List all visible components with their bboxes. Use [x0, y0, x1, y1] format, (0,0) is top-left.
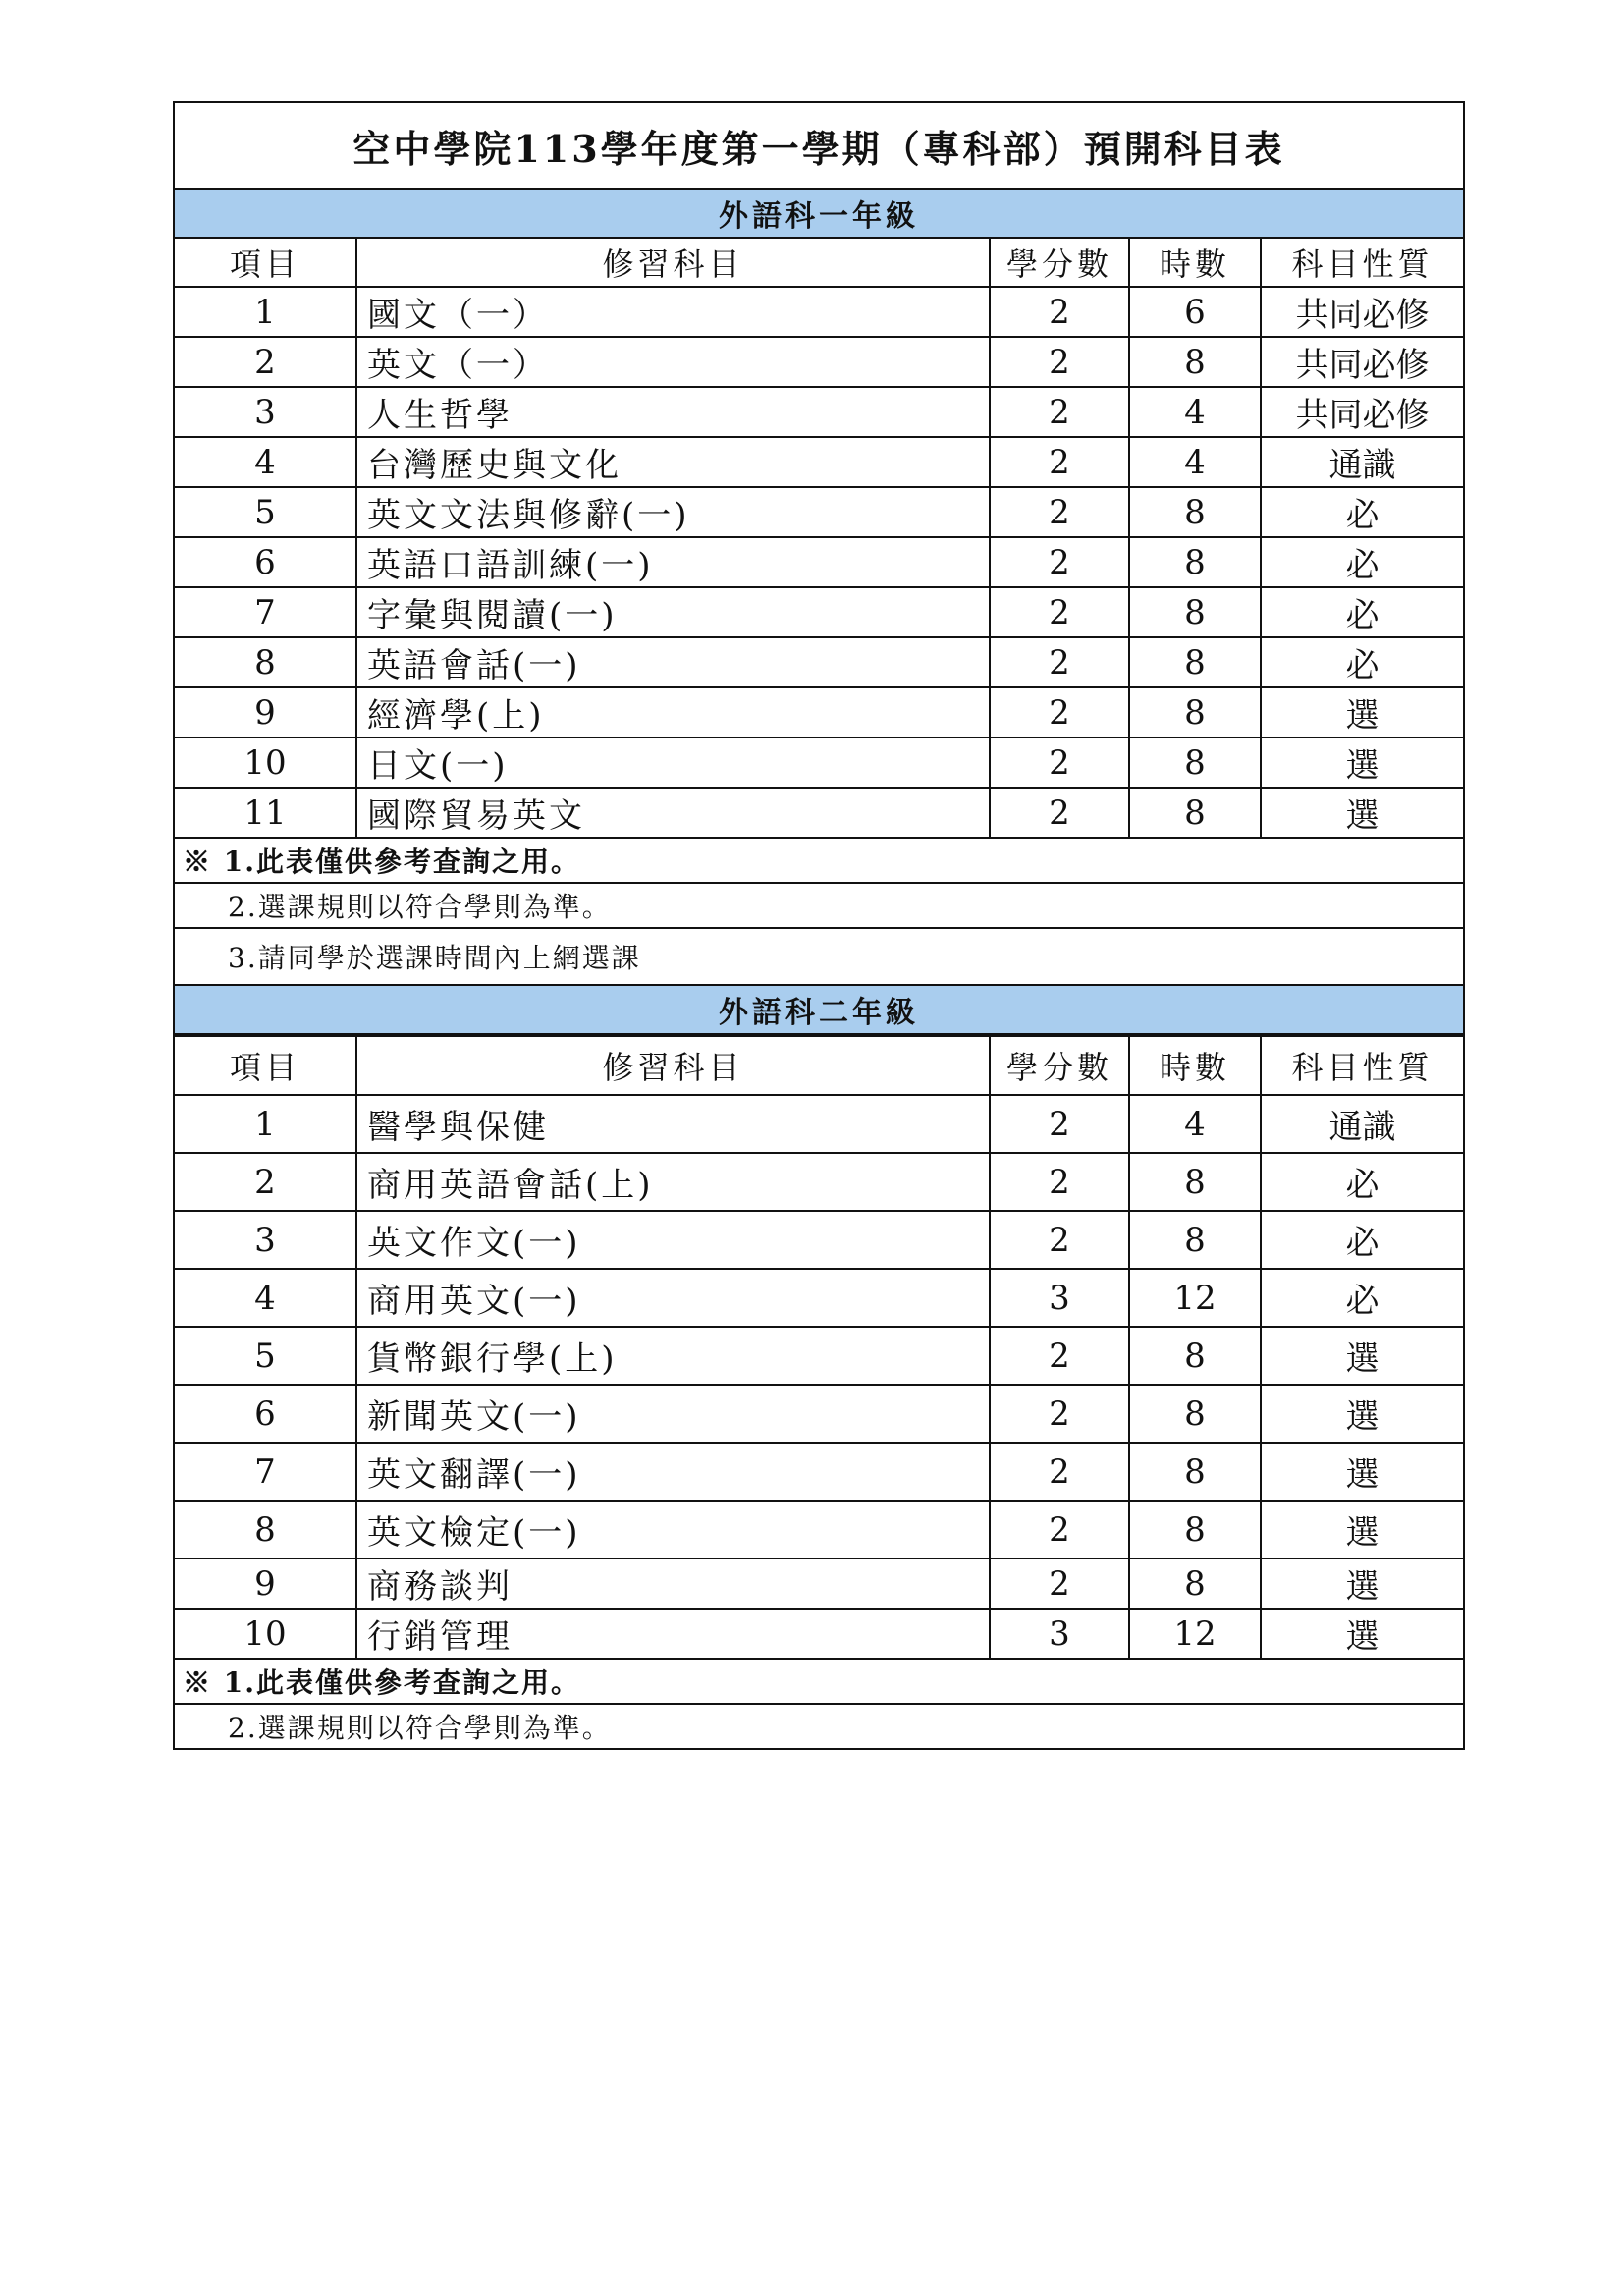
credits-value: 2: [990, 337, 1129, 387]
table-row: [174, 1609, 1464, 1659]
year1-table: [173, 101, 1465, 1035]
credits-value: 2: [990, 1385, 1129, 1443]
item-number: 9: [174, 1558, 356, 1609]
header-hours: 時數: [1129, 1036, 1261, 1095]
subject-name: 經濟學(上): [356, 687, 990, 738]
subject-type: 必: [1261, 1269, 1464, 1327]
hours-value: 4: [1129, 1095, 1261, 1153]
hours-value: 6: [1129, 287, 1261, 337]
subject-name: 英文文法與修辭(一): [356, 487, 990, 537]
credits-value: 2: [990, 1153, 1129, 1211]
subject-name: 英文檢定(一): [356, 1501, 990, 1558]
header-subject: 修習科目: [356, 238, 990, 287]
item-number: 10: [174, 738, 356, 788]
item-number: 1: [174, 287, 356, 337]
item-number: 7: [174, 587, 356, 637]
hours-value: 8: [1129, 1501, 1261, 1558]
table-row: [174, 437, 1464, 487]
item-number: 3: [174, 387, 356, 437]
subject-name: 台灣歷史與文化: [356, 437, 990, 487]
hours-value: 4: [1129, 387, 1261, 437]
table-row: [174, 487, 1464, 537]
credits-value: 2: [990, 1558, 1129, 1609]
hours-value: 8: [1129, 738, 1261, 788]
table-row: [174, 387, 1464, 437]
section-heading: 外語科二年級: [174, 985, 1464, 1034]
subject-type: 選: [1261, 1327, 1464, 1385]
credits-value: 2: [990, 487, 1129, 537]
subject-name: 英文作文(一): [356, 1211, 990, 1269]
subject-type: 必: [1261, 537, 1464, 587]
subject-type: 通識: [1261, 437, 1464, 487]
note: ※ 1.此表僅供參考查詢之用。: [174, 838, 1464, 883]
credits-value: 2: [990, 537, 1129, 587]
subject-name: 英文翻譯(一): [356, 1443, 990, 1501]
note: 2.選課規則以符合學則為準。: [174, 883, 1464, 928]
subject-name: 貨幣銀行學(上): [356, 1327, 990, 1385]
subject-type: 必: [1261, 1153, 1464, 1211]
subject-type: 選: [1261, 1558, 1464, 1609]
header-type: 科目性質: [1261, 1036, 1464, 1095]
header-subject: 修習科目: [356, 1036, 990, 1095]
hours-value: 8: [1129, 687, 1261, 738]
page-title: 空中學院113學年度第一學期（專科部）預開科目表: [174, 102, 1464, 189]
item-number: 2: [174, 1153, 356, 1211]
item-number: 1: [174, 1095, 356, 1153]
subject-name: 英語會話(一): [356, 637, 990, 687]
table-row: [174, 1501, 1464, 1558]
credits-value: 2: [990, 387, 1129, 437]
subject-type: 選: [1261, 1609, 1464, 1659]
table-row: [174, 687, 1464, 738]
subject-type: 通識: [1261, 1095, 1464, 1153]
note: 2.選課規則以符合學則為準。: [174, 1704, 1464, 1749]
subject-name: 商務談判: [356, 1558, 990, 1609]
header-hours: 時數: [1129, 238, 1261, 287]
hours-value: 8: [1129, 1443, 1261, 1501]
item-number: 10: [174, 1609, 356, 1659]
credits-value: 2: [990, 587, 1129, 637]
credits-value: 3: [990, 1269, 1129, 1327]
subject-name: 國文（一）: [356, 287, 990, 337]
item-number: 9: [174, 687, 356, 738]
subject-type: 選: [1261, 687, 1464, 738]
subject-type: 選: [1261, 1385, 1464, 1443]
table-row: [174, 738, 1464, 788]
hours-value: 8: [1129, 1327, 1261, 1385]
credits-value: 2: [990, 1327, 1129, 1385]
subject-type: 選: [1261, 788, 1464, 838]
year2-table: [173, 1035, 1465, 1750]
credits-value: 2: [990, 1211, 1129, 1269]
subject-type: 共同必修: [1261, 287, 1464, 337]
credits-value: 2: [990, 287, 1129, 337]
table-row: [174, 1095, 1464, 1153]
item-number: 4: [174, 437, 356, 487]
table-row: [174, 287, 1464, 337]
item-number: 3: [174, 1211, 356, 1269]
credits-value: 3: [990, 1609, 1129, 1659]
note: ※ 1.此表僅供參考查詢之用。: [174, 1659, 1464, 1704]
subject-type: 共同必修: [1261, 337, 1464, 387]
section-heading: 外語科一年級: [174, 189, 1464, 238]
credits-value: 2: [990, 738, 1129, 788]
item-number: 6: [174, 1385, 356, 1443]
subject-name: 行銷管理: [356, 1609, 990, 1659]
subject-type: 選: [1261, 1501, 1464, 1558]
table-row: [174, 587, 1464, 637]
table-row: [174, 637, 1464, 687]
item-number: 5: [174, 487, 356, 537]
subject-type: 選: [1261, 738, 1464, 788]
hours-value: 8: [1129, 337, 1261, 387]
table-row: [174, 337, 1464, 387]
hours-value: 8: [1129, 1153, 1261, 1211]
subject-name: 新聞英文(一): [356, 1385, 990, 1443]
table-header: [174, 1036, 1464, 1095]
table-header: [174, 238, 1464, 287]
credits-value: 2: [990, 687, 1129, 738]
item-number: 8: [174, 637, 356, 687]
item-number: 6: [174, 537, 356, 587]
subject-name: 人生哲學: [356, 387, 990, 437]
header-credits: 學分數: [990, 1036, 1129, 1095]
item-number: 11: [174, 788, 356, 838]
hours-value: 12: [1129, 1269, 1261, 1327]
hours-value: 4: [1129, 437, 1261, 487]
hours-value: 8: [1129, 1558, 1261, 1609]
credits-value: 2: [990, 1095, 1129, 1153]
table-row: [174, 1327, 1464, 1385]
table-row: [174, 1269, 1464, 1327]
credits-value: 2: [990, 788, 1129, 838]
header-type: 科目性質: [1261, 238, 1464, 287]
credits-value: 2: [990, 1443, 1129, 1501]
header-credits: 學分數: [990, 238, 1129, 287]
note: 3.請同學於選課時間內上網選課: [174, 928, 1464, 985]
table-row: [174, 1443, 1464, 1501]
subject-name: 醫學與保健: [356, 1095, 990, 1153]
subject-name: 商用英文(一): [356, 1269, 990, 1327]
table-row: [174, 1211, 1464, 1269]
item-number: 7: [174, 1443, 356, 1501]
credits-value: 2: [990, 437, 1129, 487]
table-row: [174, 537, 1464, 587]
hours-value: 8: [1129, 587, 1261, 637]
item-number: 8: [174, 1501, 356, 1558]
hours-value: 12: [1129, 1609, 1261, 1659]
header-item: 項目: [174, 1036, 356, 1095]
subject-name: 日文(一): [356, 738, 990, 788]
hours-value: 8: [1129, 1211, 1261, 1269]
subject-type: 必: [1261, 1211, 1464, 1269]
item-number: 4: [174, 1269, 356, 1327]
subject-name: 商用英語會話(上): [356, 1153, 990, 1211]
subject-name: 英語口語訓練(一): [356, 537, 990, 587]
credits-value: 2: [990, 1501, 1129, 1558]
table-row: [174, 1385, 1464, 1443]
subject-name: 字彙與閱讀(一): [356, 587, 990, 637]
subject-type: 必: [1261, 487, 1464, 537]
subject-type: 必: [1261, 587, 1464, 637]
item-number: 2: [174, 337, 356, 387]
table-row: [174, 1153, 1464, 1211]
header-item: 項目: [174, 238, 356, 287]
hours-value: 8: [1129, 537, 1261, 587]
hours-value: 8: [1129, 788, 1261, 838]
hours-value: 8: [1129, 637, 1261, 687]
subject-type: 共同必修: [1261, 387, 1464, 437]
subject-type: 選: [1261, 1443, 1464, 1501]
subject-type: 必: [1261, 637, 1464, 687]
subject-name: 國際貿易英文: [356, 788, 990, 838]
item-number: 5: [174, 1327, 356, 1385]
credits-value: 2: [990, 637, 1129, 687]
table-row: [174, 1558, 1464, 1609]
table-row: [174, 788, 1464, 838]
course-schedule-sheet: [173, 101, 1463, 1750]
hours-value: 8: [1129, 487, 1261, 537]
hours-value: 8: [1129, 1385, 1261, 1443]
subject-name: 英文（一）: [356, 337, 990, 387]
